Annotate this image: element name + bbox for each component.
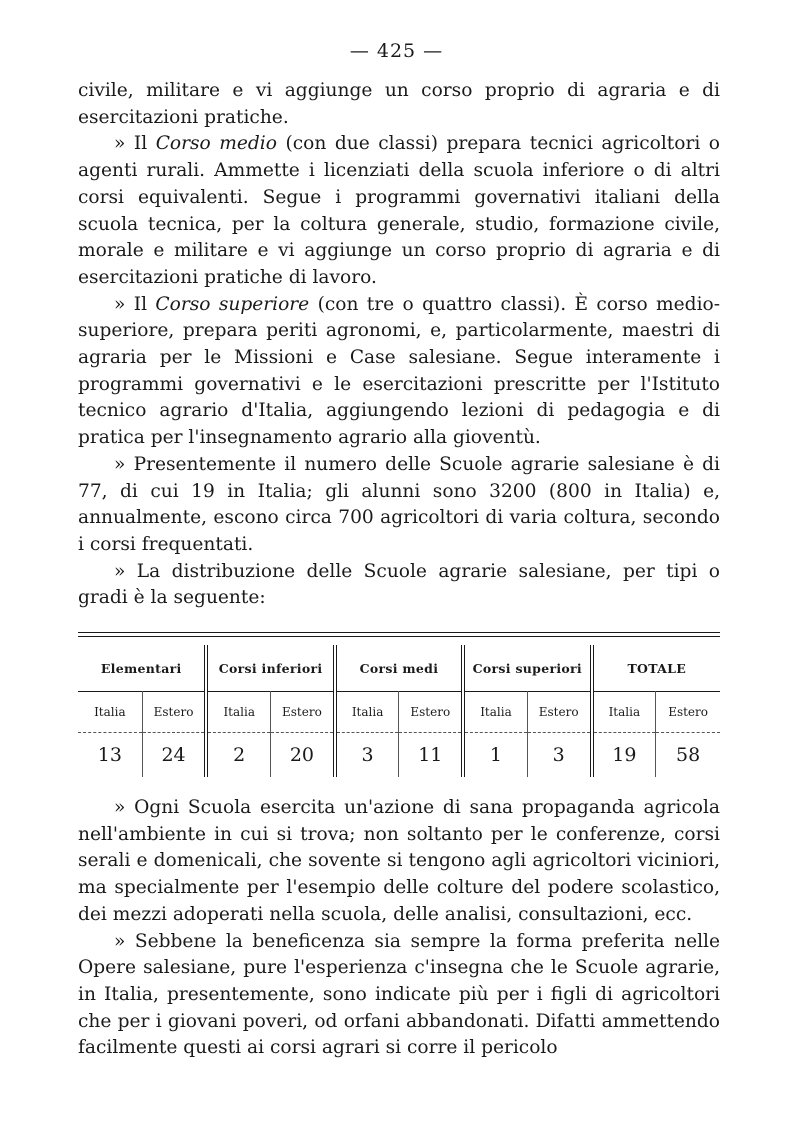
cell-totale-estero: 58	[656, 733, 720, 778]
paragraph	[78, 292, 720, 452]
subheader-estero: Estero	[142, 692, 206, 733]
table-subheader-row	[78, 692, 720, 733]
section-label-corso-superiore: Corso superiore	[155, 293, 310, 315]
paragraph	[78, 131, 720, 291]
cell-inferiori-italia: 2	[206, 733, 270, 778]
page-number: — 425 —	[349, 40, 444, 62]
paragraph-body: (con due classi) prepara tecnici agricoltori o agenti rurali. Ammette i licenziati della scuola inferiore o di altri corsi equivalenti. Segue i programmi governativi italiani della scuola tecnica, per la coltura generale, studio, formazione civile, morale e militare e vi aggiunge un corso proprio di agraria e di esercitazioni pratiche di lavoro.	[78, 133, 720, 288]
subheader-estero: Estero	[399, 692, 463, 733]
paragraph-prefix: » Il	[114, 293, 156, 315]
group-header-corsi-medi: Corsi medi	[335, 645, 463, 692]
table-group-header-row	[78, 645, 720, 692]
subheader-italia: Italia	[78, 692, 142, 733]
paragraph: » La distribuzione delle Scuole agrarie salesiane, per tipi o gradi è la seguente:	[78, 560, 720, 609]
cell-elementari-estero: 24	[142, 733, 206, 778]
cell-elementari-italia: 13	[78, 733, 142, 778]
table-top-rule	[78, 632, 720, 637]
cell-medi-estero: 11	[399, 733, 463, 778]
subheader-italia: Italia	[335, 692, 399, 733]
cell-medi-italia: 3	[335, 733, 399, 778]
paragraph: » Presentemente il numero delle Scuole agrarie salesiane è di 77, di cui 19 in Italia; gli alunni sono 3200 (800 in Italia) e, annualmente, escono circa 700 agricoltori di varia coltura, secondo i corsi frequentati.	[78, 453, 720, 555]
subheader-estero: Estero	[527, 692, 591, 733]
group-header-elementari: Elementari	[78, 645, 206, 692]
schools-distribution-table	[78, 632, 720, 777]
subheader-estero: Estero	[271, 692, 335, 733]
subheader-italia: Italia	[463, 692, 527, 733]
cell-inferiori-estero: 20	[271, 733, 335, 778]
paragraph: » Sebbene la beneficenza sia sempre la forma preferita nelle Opere salesiane, pure l'esperienza c'insegna che le Scuole agrarie, in Italia, presentemente, sono indicate più per i figli di agricoltori che per i giovani poveri, od orfani abbandonati. Difatti ammettendo facilmente questi ai corsi agrari si corre il pericolo	[78, 930, 720, 1059]
table-row	[78, 733, 720, 778]
body-text-bottom	[78, 795, 720, 1062]
section-label-corso-medio: Corso medio	[155, 133, 277, 155]
cell-superiori-estero: 3	[527, 733, 591, 778]
subheader-italia: Italia	[592, 692, 656, 733]
group-header-corsi-superiori: Corsi superiori	[463, 645, 591, 692]
body-text-top	[78, 78, 720, 612]
cell-superiori-italia: 1	[463, 733, 527, 778]
paragraph: civile, militare e vi aggiunge un corso proprio di agraria e di esercitazioni pratiche.	[78, 80, 720, 128]
subheader-italia: Italia	[206, 692, 270, 733]
paragraph-prefix: » Il	[114, 133, 156, 155]
group-header-totale: TOTALE	[627, 660, 687, 676]
group-header-corsi-inferiori: Corsi inferiori	[206, 645, 334, 692]
paragraph-body: (con tre o quattro classi). È corso medio-superiore, prepara periti agronomi, e, particolarmente, maestri di agraria per le Missioni e Case salesiane. Segue interamente i programmi governativi e le esercitazioni prescritte per l'Istituto tecnico agrario d'Italia, aggiungendo lezioni di pedagogia e di pratica per l'insegnamento agrario alla gioventù.	[78, 293, 720, 449]
cell-totale-italia: 19	[592, 733, 656, 778]
subheader-estero: Estero	[656, 692, 720, 733]
paragraph: » Ogni Scuola esercita un'azione di sana propaganda agricola nell'ambiente in cui si trova; non soltanto per le conferenze, corsi serali e domenicali, che sovente si tengono agli agricoltori viciniori, ma specialmente per l'esempio delle colture del podere scolastico, dei mezzi adoperati nella scuola, delle analisi, consultazioni, ecc.	[78, 797, 720, 925]
